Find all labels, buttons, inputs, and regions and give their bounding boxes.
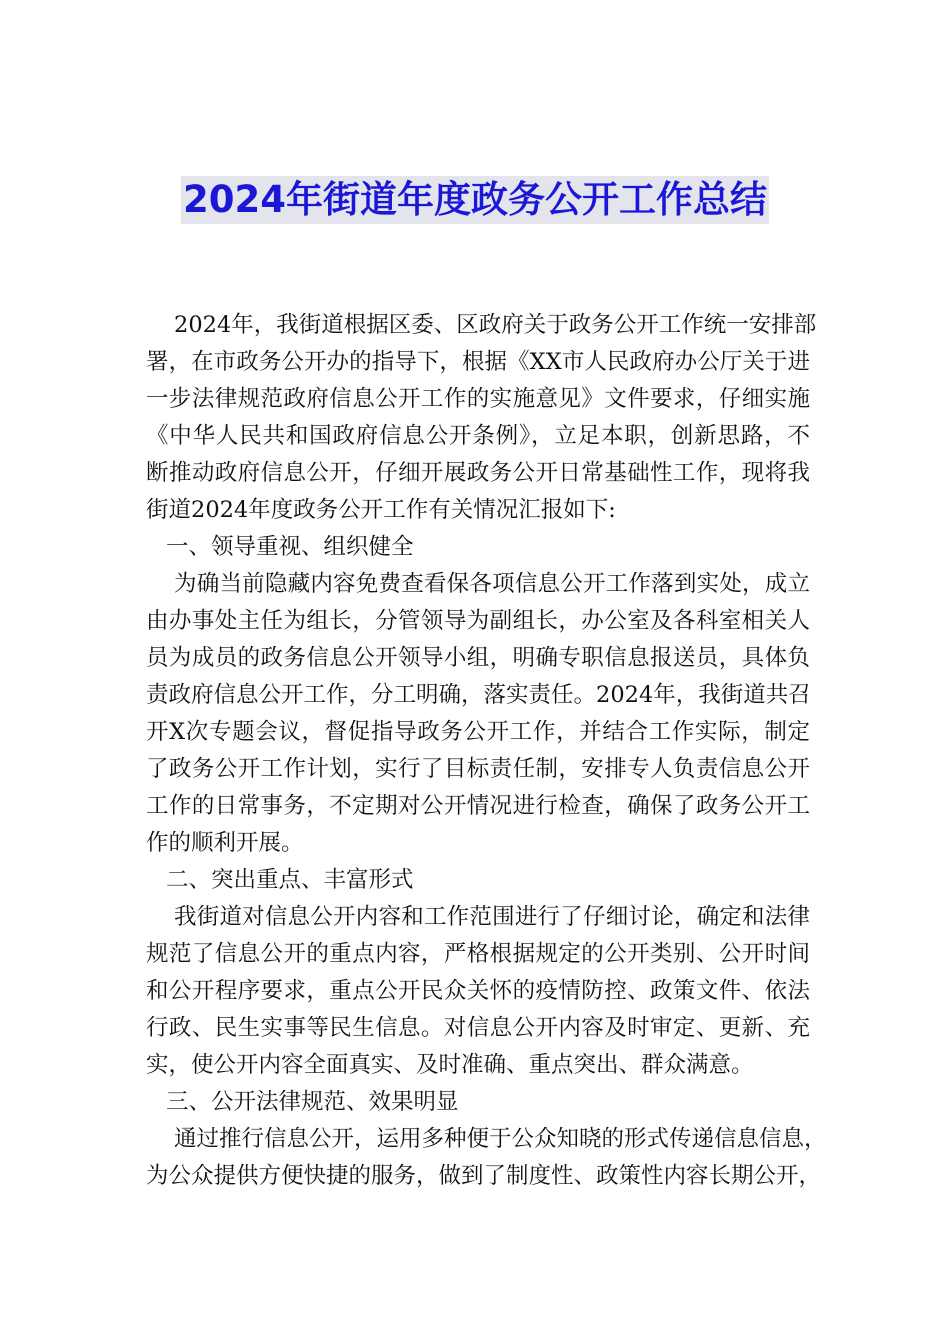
paragraph-line: 为公众提供方便快捷的服务，做到了制度性、政策性内容长期公开， (146, 1163, 822, 1189)
document-title: 2024年街道年度政务公开工作总结 (181, 176, 769, 224)
paragraph-line: 作的顺利开展。 (146, 830, 304, 856)
paragraph-line: 责政府信息公开工作，分工明确，落实责任。2024年，我街道共召 (146, 682, 811, 708)
section-heading: 二、突出重点、丰富形式 (166, 867, 414, 893)
paragraph-line: 一步法律规范政府信息公开工作的实施意见》文件要求，仔细实施 (146, 386, 810, 412)
paragraph-line: 行政、民生实事等民生信息。对信息公开内容及时审定、更新、充 (146, 1015, 810, 1041)
paragraph-line: 我街道对信息公开内容和工作范围进行了仔细讨论，确定和法律 (174, 904, 810, 930)
section-heading: 一、领导重视、组织健全 (166, 534, 414, 560)
paragraph-line: 通过推行信息公开，运用多种便于公众知晓的形式传递信息信息， (174, 1126, 827, 1152)
paragraph-line: 2024年，我街道根据区委、区政府关于政务公开工作统一安排部 (174, 312, 817, 338)
paragraph-line: 《中华人民共和国政府信息公开条例》，立足本职，创新思路，不 (146, 423, 810, 449)
title-wrapper (0, 176, 950, 224)
paragraph-line: 开X次专题会议，督促指导政务公开工作，并结合工作实际，制定 (146, 719, 810, 745)
paragraph-line: 为确当前隐藏内容免费查看保各项信息公开工作落到实处，成立 (174, 571, 810, 597)
paragraph-line: 了政务公开工作计划，实行了目标责任制，安排专人负责信息公开 (146, 756, 810, 782)
paragraph-line: 断推动政府信息公开，仔细开展政务公开日常基础性工作，现将我 (146, 460, 810, 486)
paragraph-line: 员为成员的政务信息公开领导小组，明确专职信息报送员，具体负 (146, 645, 810, 671)
paragraph-line: 署，在市政务公开办的指导下，根据《XX市人民政府办公厅关于进 (146, 349, 810, 375)
paragraph-line: 工作的日常事务，不定期对公开情况进行检查，确保了政务公开工 (146, 793, 810, 819)
section-heading: 三、公开法律规范、效果明显 (166, 1089, 459, 1115)
document-body (146, 307, 827, 1195)
paragraph-line: 实，使公开内容全面真实、及时准确、重点突出、群众满意。 (146, 1052, 754, 1078)
paragraph-line: 街道2024年度政务公开工作有关情况汇报如下: (146, 497, 616, 523)
paragraph-line: 规范了信息公开的重点内容，严格根据规定的公开类别、公开时间 (146, 941, 810, 967)
paragraph-line: 由办事处主任为组长，分管领导为副组长，办公室及各科室相关人 (146, 608, 810, 634)
paragraph-line: 和公开程序要求，重点公开民众关怀的疫情防控、政策文件、依法 (146, 978, 810, 1004)
